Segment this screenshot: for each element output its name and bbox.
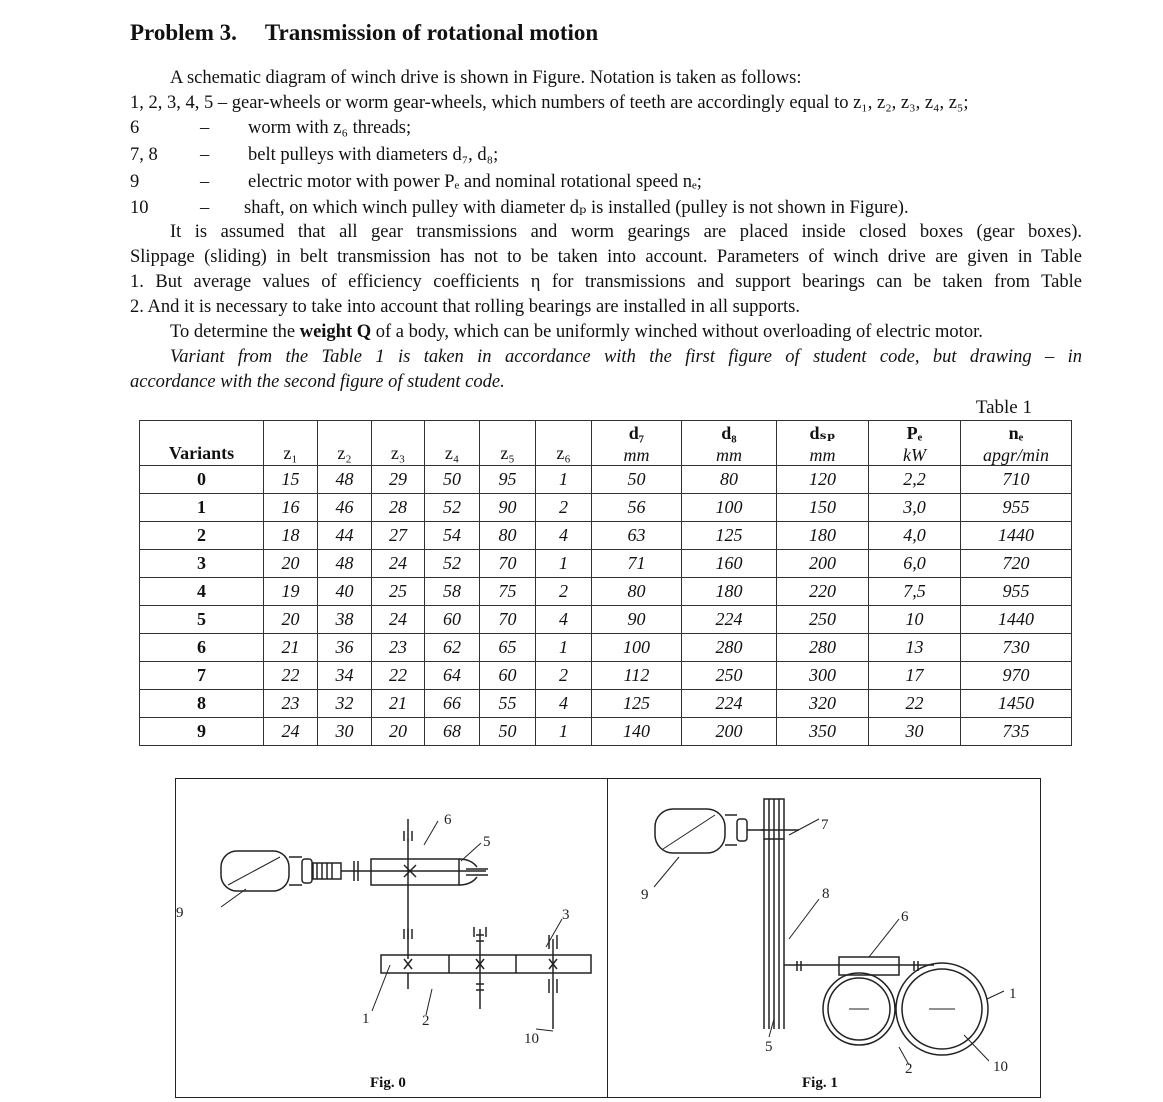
intro-line-2: 1, 2, 3, 4, 5 – gear-wheels or worm gear-wheels, which numbers of teeth are accordingly equal to z₁, z₂, z₃, z₄, z₅;	[130, 93, 969, 113]
table-cell: 63	[592, 522, 682, 550]
paragraph-line: 1. But average values of efficiency coefficients η for transmissions and support bearings can be taken from Table	[130, 272, 1082, 292]
table-cell: 24	[372, 606, 425, 634]
header-z3-label: z₃	[390, 443, 406, 463]
variant-note-line-2: accordance with the second figure of student code.	[130, 372, 505, 392]
table-cell: 28	[372, 494, 425, 522]
variant-note-line-1: Variant from the Table 1 is taken in accordance with the first figure of student code, but drawing – in	[170, 347, 1082, 367]
table-cell: 68	[425, 718, 480, 746]
table-cell: 66	[425, 690, 480, 718]
table-cell: 2	[536, 662, 592, 690]
paragraph-line: It is assumed that all gear transmissions and worm gearings are placed inside closed boxes (gear boxes).	[170, 222, 1082, 242]
header-d8-label: d₈	[721, 423, 737, 443]
fig0-caption: Fig. 0	[370, 1075, 406, 1091]
table-cell: 48	[318, 466, 372, 494]
table-cell: 180	[777, 522, 869, 550]
task-prefix: To determine the	[170, 322, 300, 342]
fig0-label-5: 5	[483, 834, 491, 850]
table-cell: 280	[682, 634, 777, 662]
table-cell: 350	[777, 718, 869, 746]
fig1-label-1: 1	[1009, 986, 1017, 1002]
fig0-label-2: 2	[422, 1013, 430, 1029]
table-cell: 23	[264, 690, 318, 718]
header-d7	[592, 421, 682, 466]
table-cell: 60	[425, 606, 480, 634]
header-d8	[682, 421, 777, 466]
table-cell: 75	[480, 578, 536, 606]
table-cell: 955	[961, 578, 1072, 606]
table-cell: 16	[264, 494, 318, 522]
header-ne-unit: apgr/min	[982, 445, 1049, 465]
table-row	[140, 522, 1072, 550]
task-bold-text: weight Q	[299, 322, 372, 342]
table-cell: 80	[682, 466, 777, 494]
header-z5-label: z₅	[500, 443, 515, 463]
table-cell: 112	[592, 662, 682, 690]
header-ne-label: nₑ	[1008, 423, 1024, 443]
header-z2	[318, 421, 372, 466]
table-cell: 160	[682, 550, 777, 578]
table-cell: 56	[592, 494, 682, 522]
problem-heading	[130, 20, 598, 46]
table-cell: 1	[536, 718, 592, 746]
header-z5	[480, 421, 536, 466]
table-cell: 4	[536, 690, 592, 718]
header-dsp-label: dₛₚ	[809, 423, 836, 443]
problem-label: Problem 3.	[130, 20, 237, 45]
table-cell: 125	[592, 690, 682, 718]
table-cell: 25	[372, 578, 425, 606]
header-d7-label: d₇	[628, 423, 645, 443]
table-cell: 730	[961, 634, 1072, 662]
header-d8-unit: mm	[716, 445, 742, 465]
definition-text: worm with z₆ threads;	[248, 118, 412, 138]
table-cell: 1440	[961, 522, 1072, 550]
table-cell: 150	[777, 494, 869, 522]
table-cell: 200	[777, 550, 869, 578]
table-cell: 224	[682, 690, 777, 718]
table-cell: 90	[480, 494, 536, 522]
table-row	[140, 662, 1072, 690]
table-cell: 2	[536, 578, 592, 606]
header-d7-unit: mm	[623, 445, 650, 465]
definition-number: 10	[130, 198, 149, 218]
table-cell: 64	[425, 662, 480, 690]
table-cell: 55	[480, 690, 536, 718]
figures-divider	[607, 778, 608, 1098]
table-cell: 18	[264, 522, 318, 550]
table-cell: 710	[961, 466, 1072, 494]
definition-dash: –	[200, 145, 210, 165]
table-cell: 71	[592, 550, 682, 578]
table-cell: 300	[777, 662, 869, 690]
fig1-label-7: 7	[821, 817, 829, 833]
table-cell: 250	[777, 606, 869, 634]
fig1-label-6: 6	[901, 909, 909, 925]
table-cell: 10	[869, 606, 961, 634]
table-cell: 21	[372, 690, 425, 718]
definition-text: shaft, on which winch pulley with diameter dₚ is installed (pulley is not shown in Figure).	[244, 198, 909, 218]
fig1-diagram	[609, 779, 1039, 1097]
header-z6-label: z₆	[556, 443, 571, 463]
table-cell: 40	[318, 578, 372, 606]
table-cell: 720	[961, 550, 1072, 578]
table-cell: 180	[682, 578, 777, 606]
header-z4	[425, 421, 480, 466]
table-cell: 54	[425, 522, 480, 550]
table-row	[140, 494, 1072, 522]
table-cell: 22	[264, 662, 318, 690]
table-cell: 70	[480, 606, 536, 634]
problem-title: Transmission of rotational motion	[264, 20, 599, 45]
table-cell: 4	[536, 606, 592, 634]
header-dsp	[777, 421, 869, 466]
table-cell: 19	[264, 578, 318, 606]
table-cell: 90	[592, 606, 682, 634]
definition-text: electric motor with power Pₑ and nominal rotational speed nₑ;	[248, 172, 702, 192]
variant-cell: 3	[140, 550, 264, 578]
table-cell: 29	[372, 466, 425, 494]
variant-cell: 1	[140, 494, 264, 522]
definition-dash: –	[200, 198, 210, 218]
table-cell: 32	[318, 690, 372, 718]
header-z6	[536, 421, 592, 466]
header-variants-label: Variants	[168, 443, 235, 463]
fig0-label-1: 1	[362, 1011, 370, 1027]
table-cell: 24	[372, 550, 425, 578]
table-cell: 65	[480, 634, 536, 662]
parameters-table	[139, 420, 1072, 746]
table-cell: 1	[536, 466, 592, 494]
table-cell: 280	[777, 634, 869, 662]
header-pe-unit: kW	[903, 445, 926, 465]
table-cell: 80	[592, 578, 682, 606]
table-cell: 200	[682, 718, 777, 746]
paragraph-line: 2. And it is necessary to take into account that rolling bearings are installed in all supports.	[130, 297, 800, 317]
table-cell: 52	[425, 494, 480, 522]
table-cell: 21	[264, 634, 318, 662]
table-cell: 6,0	[869, 550, 961, 578]
fig0-label-9: 9	[176, 905, 184, 921]
table-cell: 23	[372, 634, 425, 662]
definition-number: 6	[130, 118, 140, 138]
table-cell: 60	[480, 662, 536, 690]
table-cell: 58	[425, 578, 480, 606]
fig1-label-10: 10	[993, 1059, 1008, 1075]
paragraph-line: Slippage (sliding) in belt transmission has not to be taken into account. Parameters of winch drive are given in Table	[130, 247, 1082, 267]
header-ne	[961, 421, 1072, 466]
table-cell: 15	[264, 466, 318, 494]
table-cell: 1440	[961, 606, 1072, 634]
definition-dash: –	[200, 172, 210, 192]
table-cell: 100	[682, 494, 777, 522]
table-cell: 125	[682, 522, 777, 550]
table-cell: 34	[318, 662, 372, 690]
variant-cell: 0	[140, 466, 264, 494]
table-cell: 2	[536, 494, 592, 522]
table-cell: 30	[318, 718, 372, 746]
definition-dash: –	[200, 118, 210, 138]
table-cell: 36	[318, 634, 372, 662]
table-cell: 80	[480, 522, 536, 550]
table-cell: 44	[318, 522, 372, 550]
table-cell: 7,5	[869, 578, 961, 606]
table-cell: 100	[592, 634, 682, 662]
variant-cell: 9	[140, 718, 264, 746]
fig1-worm-box	[839, 957, 899, 975]
fig1-label-2: 2	[905, 1061, 913, 1077]
fig0-diagram	[176, 779, 606, 1097]
fig0-label-3: 3	[562, 907, 570, 923]
definition-text: belt pulleys with diameters d₇, d₈;	[248, 145, 499, 165]
header-variants	[140, 421, 264, 466]
header-pe-label: Pₑ	[906, 423, 923, 443]
header-z4-label: z₄	[444, 443, 460, 463]
table-cell: 50	[425, 466, 480, 494]
table-cell: 52	[425, 550, 480, 578]
table-caption: Table 1	[975, 397, 1032, 418]
header-z1	[264, 421, 318, 466]
task-suffix: of a body, which can be uniformly winched without overloading of electric motor.	[371, 322, 983, 342]
table-cell: 46	[318, 494, 372, 522]
fig1-label-8: 8	[822, 886, 830, 902]
fig1-label-5: 5	[765, 1039, 773, 1055]
table-row	[140, 690, 1072, 718]
table-row	[140, 550, 1072, 578]
table-cell: 17	[869, 662, 961, 690]
table-cell: 13	[869, 634, 961, 662]
variant-cell: 8	[140, 690, 264, 718]
table-cell: 1	[536, 634, 592, 662]
task-statement	[170, 320, 1082, 345]
fig0-worm-box	[371, 859, 459, 885]
table-cell: 4,0	[869, 522, 961, 550]
fig0-label-10: 10	[524, 1031, 539, 1047]
table-body	[140, 466, 1072, 746]
definition-number: 9	[130, 172, 140, 192]
definition-number: 7, 8	[130, 145, 158, 165]
table-cell: 4	[536, 522, 592, 550]
table-cell: 1450	[961, 690, 1072, 718]
table-cell: 320	[777, 690, 869, 718]
table-cell: 20	[264, 606, 318, 634]
table-cell: 48	[318, 550, 372, 578]
table-row	[140, 466, 1072, 494]
table-cell: 20	[264, 550, 318, 578]
table-header-row	[140, 421, 1072, 466]
table-cell: 2,2	[869, 466, 961, 494]
table-cell: 24	[264, 718, 318, 746]
table-cell: 224	[682, 606, 777, 634]
table-cell: 38	[318, 606, 372, 634]
fig1-label-9: 9	[641, 887, 649, 903]
table-cell: 140	[592, 718, 682, 746]
header-z2-label: z₂	[337, 443, 352, 463]
table-cell: 3,0	[869, 494, 961, 522]
table-cell: 1	[536, 550, 592, 578]
header-pe	[869, 421, 961, 466]
table-cell: 955	[961, 494, 1072, 522]
header-dsp-unit: mm	[809, 445, 836, 465]
table-cell: 70	[480, 550, 536, 578]
variant-cell: 5	[140, 606, 264, 634]
task-bold	[300, 322, 371, 342]
variant-cell: 6	[140, 634, 264, 662]
table-cell: 62	[425, 634, 480, 662]
table-cell: 220	[777, 578, 869, 606]
table-cell: 30	[869, 718, 961, 746]
table-row	[140, 606, 1072, 634]
variant-cell: 4	[140, 578, 264, 606]
table-cell: 735	[961, 718, 1072, 746]
table-cell: 27	[372, 522, 425, 550]
table-row	[140, 634, 1072, 662]
table-cell: 22	[869, 690, 961, 718]
header-z3	[372, 421, 425, 466]
fig0-label-6: 6	[444, 812, 452, 828]
fig0-gearbox	[381, 955, 591, 973]
table-row	[140, 718, 1072, 746]
fig1-caption: Fig. 1	[802, 1075, 838, 1091]
table-cell: 120	[777, 466, 869, 494]
variant-cell: 7	[140, 662, 264, 690]
table-cell: 250	[682, 662, 777, 690]
header-z1-label: z₁	[283, 443, 298, 463]
table-cell: 95	[480, 466, 536, 494]
table-cell: 50	[592, 466, 682, 494]
intro-line-1: A schematic diagram of winch drive is shown in Figure. Notation is taken as follows:	[170, 68, 802, 88]
table-cell: 22	[372, 662, 425, 690]
table-cell: 50	[480, 718, 536, 746]
table-cell: 970	[961, 662, 1072, 690]
table-row	[140, 578, 1072, 606]
table-cell: 20	[372, 718, 425, 746]
variant-cell: 2	[140, 522, 264, 550]
